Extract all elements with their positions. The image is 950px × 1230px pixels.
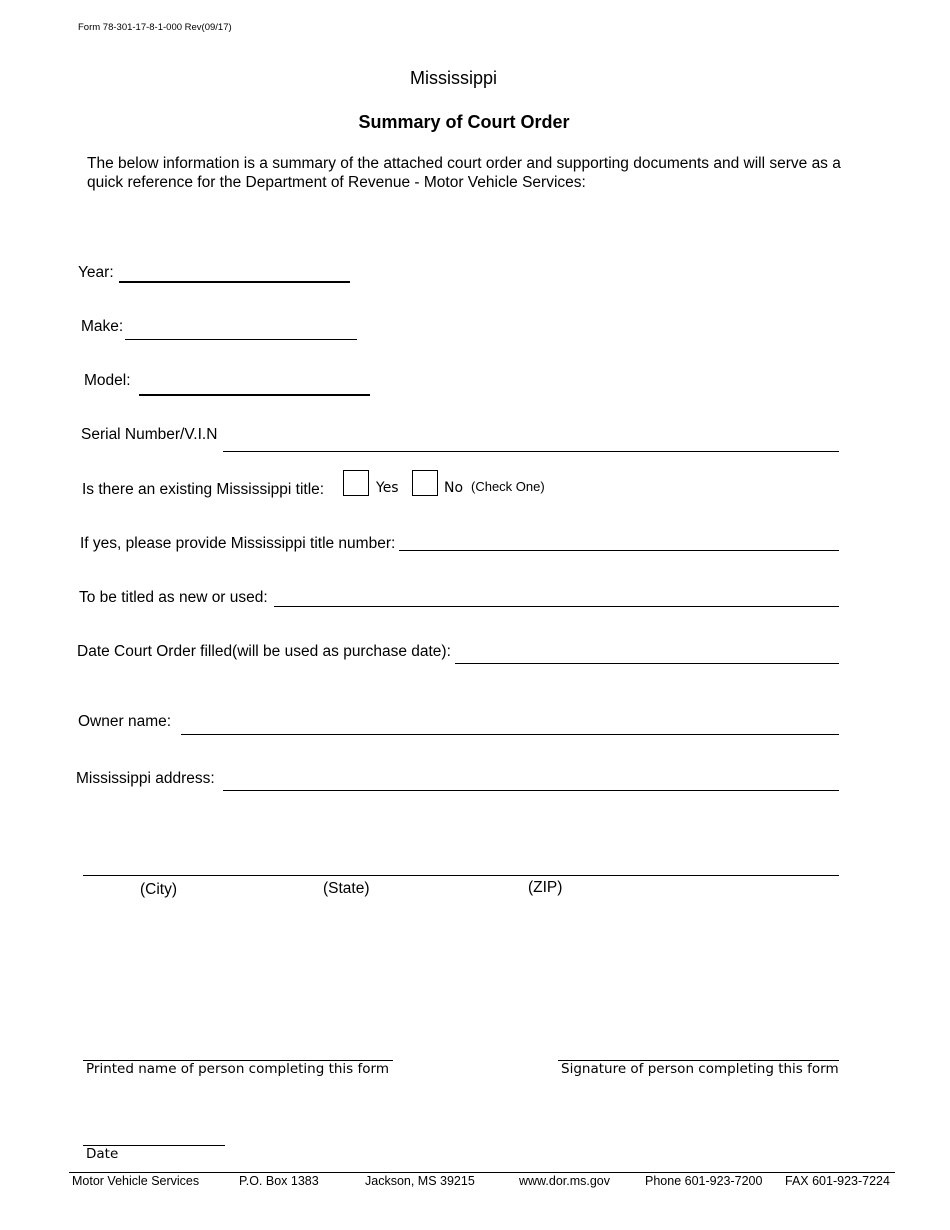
yes-label: Yes: [376, 480, 399, 496]
new-used-label: To be titled as new or used:: [79, 589, 268, 606]
vin-label: Serial Number/V.I.N: [81, 426, 218, 443]
state-heading: Mississippi: [409, 68, 497, 88]
no-label: No: [444, 480, 464, 496]
year-label: Year:: [78, 264, 114, 281]
intro-paragraph: The below information is a summary of the attached court order and supporting documents and will serve as a quick reference for the Department of Revenue - Motor Vehicle Services:: [87, 155, 841, 191]
form-number: Form 78-301-17-8-1-000 Rev(09/17): [78, 22, 232, 33]
state-caption: (State): [323, 880, 370, 897]
footer-fax: FAX 601-923-7224: [785, 1174, 890, 1188]
make-field[interactable]: [126, 318, 354, 338]
signature-caption: Signature of person completing this form: [561, 1061, 839, 1077]
existing-title-label: Is there an existing Mississippi title:: [82, 481, 325, 498]
zip-caption: (ZIP): [528, 879, 563, 896]
city-caption: (City): [140, 881, 178, 898]
model-field[interactable]: [140, 373, 368, 393]
address-label: Mississippi address:: [76, 770, 215, 787]
footer-org: Motor Vehicle Services: [72, 1174, 200, 1188]
footer-rule: [69, 1172, 895, 1173]
new-used-field[interactable]: [275, 586, 836, 606]
court-date-field[interactable]: [456, 643, 836, 663]
year-field[interactable]: [120, 261, 348, 281]
page-title: Summary of Court Order: [358, 112, 570, 132]
address-field[interactable]: [224, 770, 836, 790]
city-state-zip-underline: [83, 875, 839, 876]
owner-name-label: Owner name:: [78, 713, 172, 730]
printed-name-caption: Printed name of person completing this form: [86, 1061, 389, 1077]
address-underline: [223, 790, 839, 791]
city-state-zip-field[interactable]: [84, 855, 836, 875]
footer-phone: Phone 601-923-7200: [645, 1174, 763, 1188]
model-label: Model:: [84, 372, 131, 389]
model-underline: [139, 394, 370, 396]
owner-name-field[interactable]: [182, 714, 836, 734]
court-date-label: Date Court Order filled(will be used as purchase date):: [77, 643, 451, 660]
date-caption: Date: [86, 1146, 119, 1162]
owner-name-underline: [181, 734, 839, 735]
no-checkbox[interactable]: [412, 470, 438, 496]
make-underline: [125, 339, 357, 340]
printed-name-field[interactable]: [84, 1039, 390, 1059]
signature-field[interactable]: [559, 1039, 837, 1059]
new-used-underline: [274, 606, 839, 607]
footer-po-box: P.O. Box 1383: [239, 1174, 319, 1188]
vin-underline: [223, 451, 839, 452]
date-field[interactable]: [84, 1124, 222, 1144]
check-one-note: (Check One): [471, 479, 545, 494]
year-underline: [119, 281, 350, 283]
footer-city: Jackson, MS 39215: [365, 1174, 475, 1188]
footer-website: www.dor.ms.gov: [519, 1174, 611, 1188]
make-label: Make:: [81, 318, 124, 335]
court-date-underline: [455, 663, 839, 664]
title-number-underline: [399, 550, 839, 551]
title-number-field[interactable]: [400, 530, 836, 550]
title-number-label: If yes, please provide Mississippi title number:: [80, 535, 396, 552]
yes-checkbox[interactable]: [343, 470, 369, 496]
vin-field[interactable]: [224, 431, 836, 451]
